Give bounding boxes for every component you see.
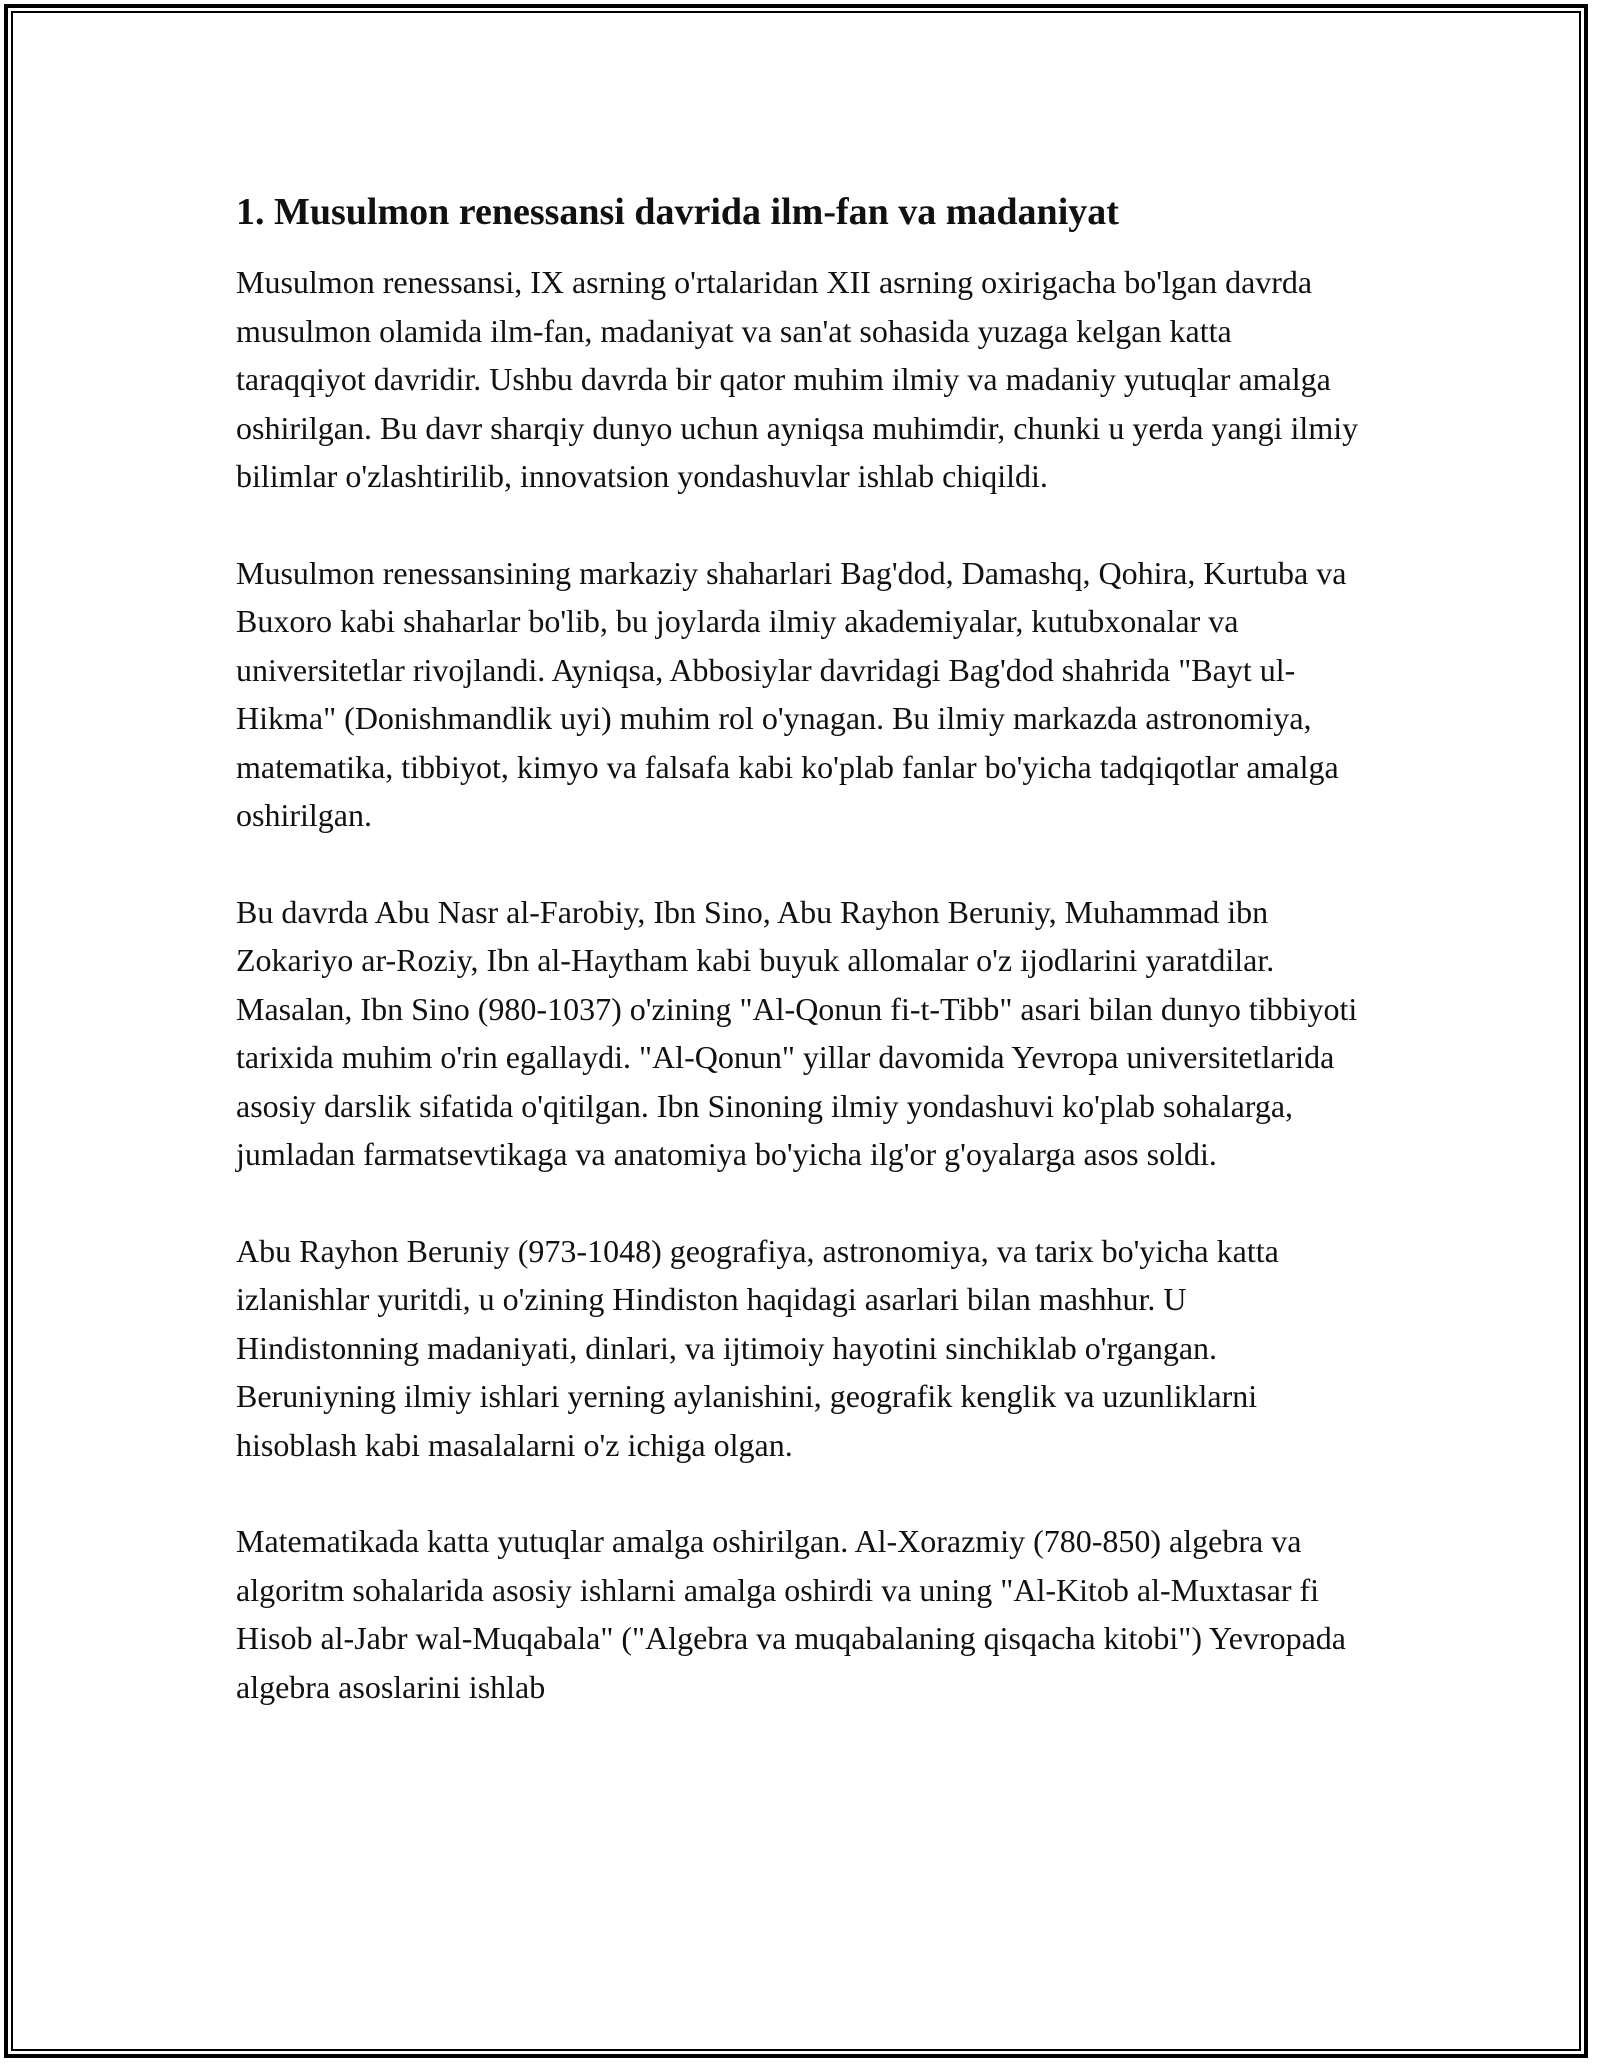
paragraph-intro: Musulmon renessansi, IX asrning o'rtalaridan XII asrning oxirigacha bo'lgan davrda musulmon olamida ilm-fan, madaniyat va san'at sohasida yuzaga kelgan katta taraqqiyot davridir. Ushbu davrda bir qator muhim ilmiy va madaniy yutuqlar amalga oshirilgan. Bu davr sharqiy dunyo uchun ayniqsa muhimdir, chunki u yerda yangi ilmiy bilimlar o'zlashtirilib, innovatsion yondashuvlar ishlab chiqildi. — [236, 264, 1359, 494]
document-body — [236, 188, 1366, 1711]
paragraph-scholars: Bu davrda Abu Nasr al-Farobiy, Ibn Sino, Abu Rayhon Beruniy, Muhammad ibn Zokariyo ar-Roziy, Ibn al-Haytham kabi buyuk allomalar o'z ijodlarini yaratdilar. Masalan, Ibn Sino (980-1037) o'zining "Al-Qonun fi-t-Tibb" asari bilan dunyo tibbiyoti tarixida muhim o'rin egallaydi. "Al-Qonun" yillar davomida Yevropa universitetlarida asosiy darslik sifatida o'qitilgan. Ibn Sinoning ilmiy yondashuvi ko'plab sohalarga, jumladan farmatsevtikaga va anatomiya bo'yicha ilg'or g'oyalarga asos soldi. — [236, 893, 1358, 1172]
paragraph-centers: Musulmon renessansining markaziy shaharlari Bag'dod, Damashq, Qohira, Kurtuba va Buxoro kabi shaharlar bo'lib, bu joylarda ilmiy akademiyalar, kutubxonalar va universitetlar rivojlandi. Ayniqsa, Abbosiylar davridagi Bag'dod shahrida "Bayt ul-Hikma" (Donishmandlik uyi) muhim rol o'ynagan. Bu ilmiy markazda astronomiya, matematika, tibbiyot, kimyo va falsafa kabi ko'plab fanlar bo'yicha tadqiqotlar amalga oshirilgan. — [236, 554, 1347, 833]
paragraph-beruniy: Abu Rayhon Beruniy (973-1048) geografiya, astronomiya, va tarix bo'yicha katta izlanishlar yuritdi, u o'zining Hindiston haqidagi asarlari bilan mashhur. U Hindistonning madaniyati, dinlari, va ijtimoiy hayotini sinchiklab o'rgangan. Beruniyning ilmiy ishlari yerning aylanishini, geografik kenglik va uzunliklarni hisoblash kabi masalalarni o'z ichiga olgan. — [236, 1232, 1279, 1463]
paragraph-mathematics: Matematikada katta yutuqlar amalga oshirilgan. Al-Xorazmiy (780-850) algebra va algoritm sohalarida asosiy ishlarni amalga oshirdi va uning "Al-Kitob al-Muxtasar fi Hisob al-Jabr wal-Muqabala" ("Algebra va muqabalaning qisqacha kitobi") Yevropada algebra asoslarini ishlab — [236, 1523, 1346, 1705]
section-heading: 1. Musulmon renessansi davrida ilm-fan va madaniyat — [236, 191, 1119, 233]
